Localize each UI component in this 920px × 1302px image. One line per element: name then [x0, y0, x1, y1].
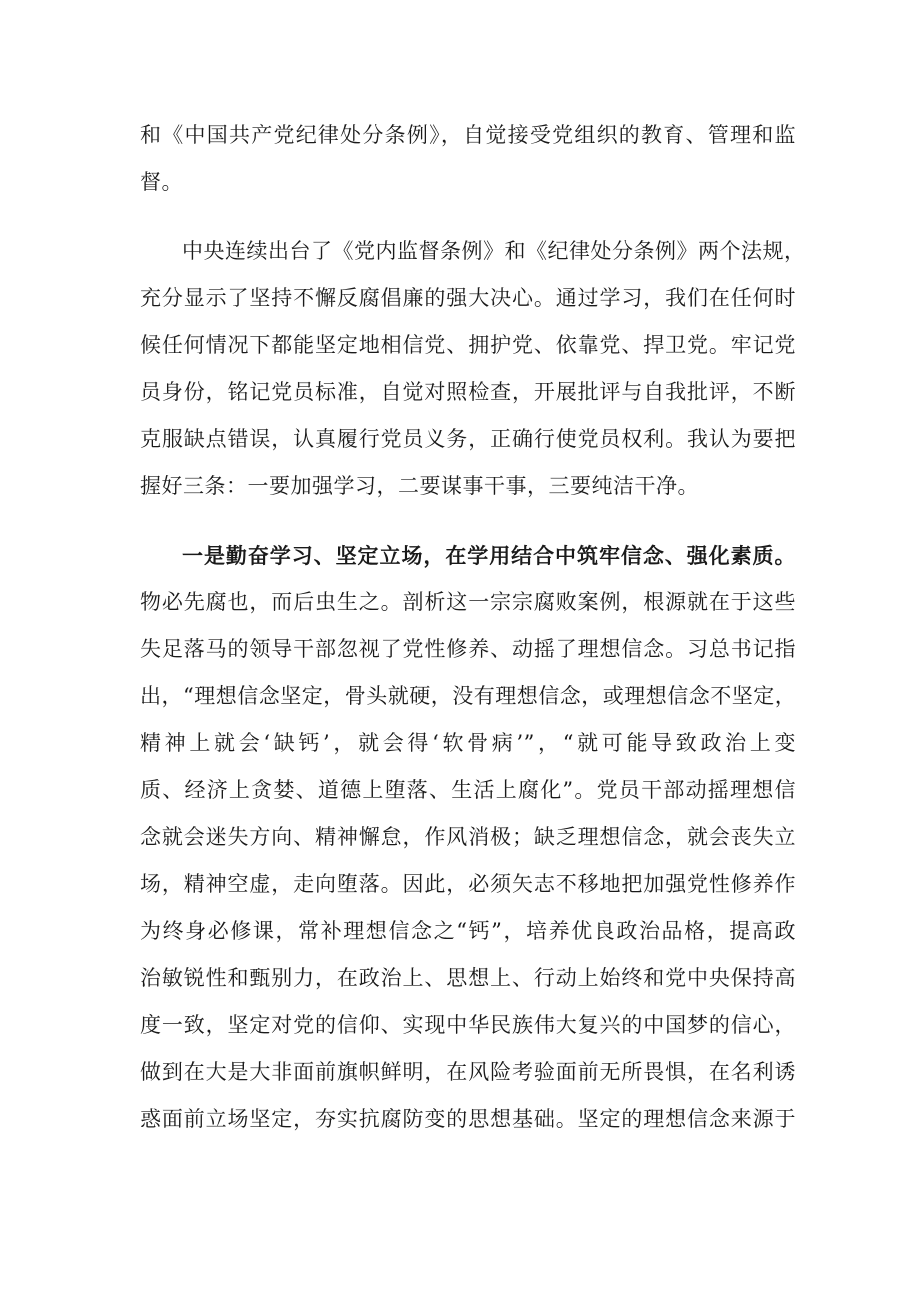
text-line: 念就会迷失方向、精神懈怠，作风消极；缺乏理想信念，就会丧失立: [140, 825, 796, 849]
text-line: 场，精神空虚，走向堕落。因此，必须矢志不移地把加强党性修养作: [140, 872, 796, 896]
text-line: 候任何情况下都能坚定地相信党、拥护党、依靠党、捍卫党。牢记党: [140, 333, 796, 357]
paragraph-2: [140, 228, 806, 510]
text-line: 克服缺点错误，认真履行党员义务，正确行使党员权利。我认为要把: [140, 427, 796, 451]
paragraph-3: [140, 532, 796, 1143]
text-line: 治敏锐性和甄别力，在政治上、思想上、行动上始终和党中央保持高: [140, 966, 796, 990]
text-line: 做到在大是大非面前旗帜鲜明，在风险考验面前无所畏惧，在名利诱: [140, 1060, 796, 1084]
paragraph-1: [140, 112, 796, 206]
paragraph-gap: [140, 510, 796, 532]
text-line: 中央连续出台了《党内监督条例》和《纪律处分条例》两个法规，: [182, 239, 806, 263]
text-line: 惑面前立场坚定，夯实抗腐防变的思想基础。坚定的理想信念来源于: [140, 1107, 796, 1131]
text-line: 和《中国共产党纪律处分条例》，自觉接受党组织的教育、管理和监: [140, 123, 796, 147]
text-line: 出，“理想信念坚定，骨头就硬，没有理想信念，或理想信念不坚定，: [140, 684, 797, 708]
text-line: 失足落马的领导干部忽视了党性修养、动摇了理想信念。习总书记指: [140, 637, 796, 661]
section-heading: 一是勤奋学习、坚定立场，在学用结合中筑牢信念、强化素质。: [182, 543, 796, 568]
text-line: 为终身必修课，常补理想信念之“钙”，培养优良政治品格，提高政: [140, 919, 796, 943]
paragraph-gap: [140, 206, 796, 228]
text-line: 督。: [140, 170, 183, 194]
text-line: 质、经济上贪婪、道德上堕落、生活上腐化”。党员干部动摇理想信: [140, 778, 796, 802]
text-line: 物必先腐也，而后虫生之。剖析这一宗宗腐败案例，根源就在于这些: [140, 590, 796, 614]
text-line: 精神上就会‘缺钙’，就会得‘软骨病’”，“就可能导致政治上变: [140, 731, 796, 755]
text-line: 员身份，铭记党员标准，自觉对照检查，开展批评与自我批评，不断: [140, 380, 796, 404]
document-page: [140, 112, 806, 1143]
text-line: 充分显示了坚持不懈反腐倡廉的强大决心。通过学习，我们在任何时: [140, 286, 796, 310]
text-line: 握好三条：一要加强学习，二要谋事干事，三要纯洁干净。: [140, 474, 699, 498]
text-line: 度一致，坚定对党的信仰、实现中华民族伟大复兴的中国梦的信心，: [140, 1013, 796, 1037]
